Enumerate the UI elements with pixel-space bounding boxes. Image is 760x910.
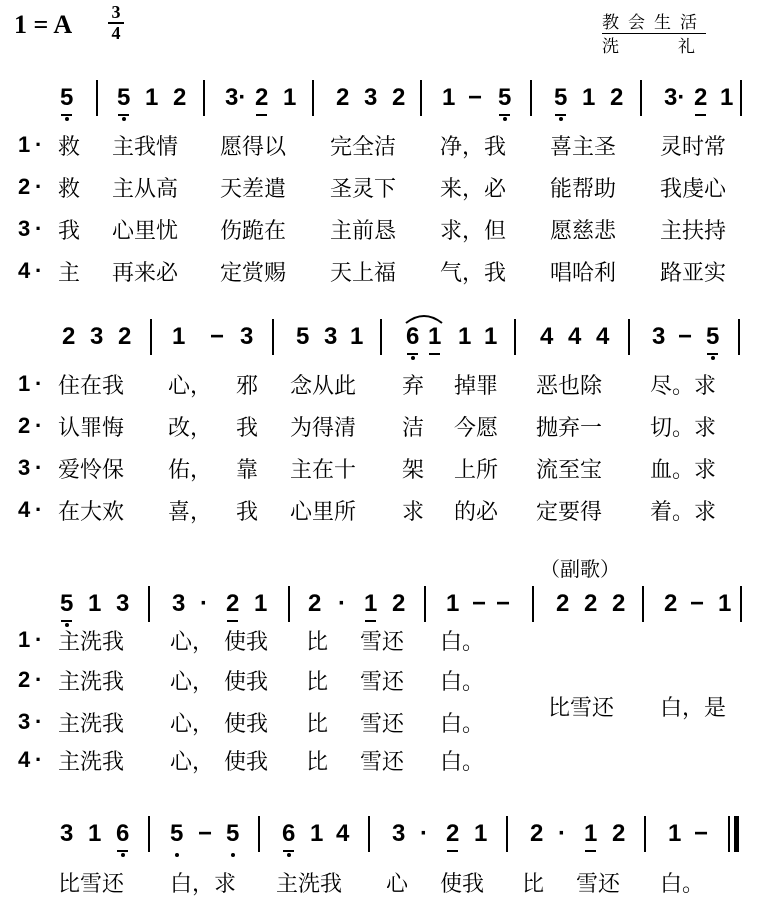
barline (644, 816, 646, 852)
note: 2 (255, 84, 268, 112)
lyric-segment: 来，必 (440, 177, 507, 202)
note: 1 (310, 820, 324, 847)
chorus-label: （副歌） (540, 557, 620, 581)
lyric-segment: 上所 (454, 458, 499, 483)
lyric-segment: 今愿 (454, 416, 499, 441)
note: 1 (720, 84, 734, 111)
note: 1 (350, 323, 364, 350)
note: − (496, 590, 511, 617)
lyrics-block-1 (0, 130, 760, 300)
note: 5 (170, 820, 183, 848)
note: 1 (364, 590, 377, 618)
note: − (198, 820, 213, 847)
lyric-segment: 心， (170, 750, 215, 775)
note: 1 (718, 590, 732, 617)
lyric-segment: 比 (306, 712, 329, 737)
verse-number: 2 (18, 413, 31, 438)
note: 3 (364, 84, 378, 111)
note: − (468, 84, 483, 111)
lyric-segment: 再来必 (112, 261, 179, 286)
note: 2 (118, 323, 132, 350)
note: 3· (225, 84, 247, 111)
barline (506, 816, 508, 852)
lyric-line: 3 · 爱怜保 佑， 靠 主在十 架 上所 流至宝 血。求 (18, 455, 717, 483)
note: 3 (90, 323, 104, 350)
lyric-segment: 唱哈利 (550, 261, 617, 286)
lyric-segment: 喜主圣 (550, 135, 617, 160)
notation-row-2 (0, 323, 760, 363)
lyric-segment: 心里所 (290, 500, 357, 525)
lyric-segment: 愿得以 (220, 135, 287, 160)
note: 5 (554, 84, 567, 112)
verse-number: 3 (18, 709, 31, 734)
lyric-segment: 主从高 (112, 177, 179, 202)
verse-number: 4 (18, 747, 31, 772)
lyric-segment: 比 (306, 750, 329, 775)
lyric-segment: 洁 (402, 416, 425, 441)
lyric-segment: 雪还 (360, 712, 405, 737)
lyric-segment: 灵时常 (660, 135, 727, 160)
lyric-segment: 认罪悔 (58, 416, 125, 441)
note: 1 (458, 323, 472, 350)
lyric-segment: 使我 (224, 630, 269, 655)
lyric-segment: 改， (168, 416, 213, 441)
lyric-segment: 愿慈悲 (550, 219, 617, 244)
lyric-segment: 求，但 (440, 219, 507, 244)
verse-number: 3 (18, 455, 31, 480)
note: 1 (474, 820, 488, 847)
note: 1 (446, 590, 460, 617)
lyric-segment: 我 (236, 500, 259, 525)
chorus-tail-line (548, 691, 748, 731)
note: 2 (530, 820, 544, 847)
lyrics-block-3 (0, 625, 760, 785)
barline (640, 80, 642, 116)
lyric-segment: 佑， (168, 458, 213, 483)
lyric-line: 1 · 主洗我 心， 使我 比 雪还 白。 (18, 627, 485, 655)
lyric-segment: 求 (402, 500, 425, 525)
subcategory-a: 洗 (602, 37, 628, 57)
note: 4 (540, 323, 554, 350)
lyric-segment: 主前恳 (330, 219, 397, 244)
lyric-segment: 救 (58, 177, 81, 202)
lyric-segment: 我 (58, 219, 81, 244)
note: 1 (428, 323, 441, 351)
note: 5 (498, 84, 511, 112)
note: 1 (584, 820, 597, 848)
note: 2 (556, 590, 570, 617)
note: 3 (652, 323, 666, 350)
note: 3 (240, 323, 254, 350)
lyric-segment: 定要得 (536, 500, 603, 525)
notation-row-1 (0, 84, 760, 124)
note: 2 (694, 84, 707, 112)
lyric-line: 4 · 主洗我 心， 使我 比 雪还 白。 (18, 747, 485, 775)
subcategory-label (602, 32, 704, 57)
note: 4 (568, 323, 582, 350)
barline (628, 319, 630, 355)
lyric-segment: 主我情 (112, 135, 179, 160)
barline (738, 319, 740, 355)
verse-number: 4 (18, 258, 31, 283)
lyric-segment: 主扶持 (660, 219, 727, 244)
lyric-segment: 白。 (660, 872, 705, 897)
lyric-segment: 定赏赐 (220, 261, 287, 286)
lyric-segment: 邪 (236, 374, 259, 399)
lyric-line: 2 · 认罪悔 改， 我 为得清 洁 今愿 抛弃一 切。求 (18, 413, 717, 441)
note: − (678, 323, 693, 350)
note: 2 (392, 84, 406, 111)
lyric-line: 4 · 在大欢 喜， 我 心里所 求 的必 定要得 着。求 (18, 497, 717, 525)
note: 2 (610, 84, 624, 111)
lyric-segment: 主洗我 (58, 630, 125, 655)
note: · (338, 590, 346, 617)
barline (258, 816, 260, 852)
note: 3· (664, 84, 686, 111)
verse-number: 3 (18, 216, 31, 241)
note: 6 (406, 323, 419, 351)
note: 1 (88, 590, 102, 617)
lyric-segment: 心 (386, 872, 409, 897)
lyric-segment: 切。求 (650, 416, 717, 441)
lyric-segment: 主洗我 (58, 712, 125, 737)
verse-number: 2 (18, 667, 31, 692)
note: 5 (226, 820, 239, 848)
lyric-segment: 住在我 (58, 374, 125, 399)
barline (288, 586, 290, 622)
barline (148, 586, 150, 622)
lyric-segment: 白，求 (170, 872, 237, 897)
lyric-segment: 弃 (402, 374, 425, 399)
note: 1 (88, 820, 102, 847)
lyric-segment: 使我 (224, 750, 269, 775)
lyric-segment: 雪还 (360, 750, 405, 775)
lyric-segment: 完全洁 (330, 135, 397, 160)
lyric-segment: 使我 (224, 712, 269, 737)
note: 2 (336, 84, 350, 111)
note: · (558, 820, 566, 847)
lyric-line: 3 · 我 心里忧 伤跪在 主前恳 求，但 愿慈悲 主扶持 (18, 216, 727, 244)
note: 5 (60, 84, 73, 112)
barline (368, 816, 370, 852)
category-label: 教会生活 (602, 8, 706, 34)
lyric-segment: 抛弃一 (536, 416, 603, 441)
note: 2 (392, 590, 406, 617)
lyric-segment: 比雪还 (548, 696, 615, 721)
lyric-segment: 比 (306, 630, 329, 655)
lyric-segment: 心， (170, 670, 215, 695)
note: 1 (172, 323, 186, 350)
barline (312, 80, 314, 116)
note: 2 (664, 590, 678, 617)
lyric-segment: 比 (522, 872, 545, 897)
note: 4 (336, 820, 350, 847)
barline (148, 816, 150, 852)
lyric-segment: 比 (306, 670, 329, 695)
notation-row-4 (0, 820, 760, 860)
lyric-segment: 天上福 (330, 261, 397, 286)
lyric-segment: 掉罪 (454, 374, 499, 399)
barline (96, 80, 98, 116)
lyric-line: 1 · 住在我 心， 邪 念从此 弃 掉罪 恶也除 尽。求 (18, 371, 717, 399)
lyric-segment: 雪还 (360, 670, 405, 695)
note: · (200, 590, 208, 617)
verse-number: 2 (18, 174, 31, 199)
note: 2 (226, 590, 239, 618)
lyric-segment: 白。 (440, 750, 485, 775)
lyric-segment: 着。求 (650, 500, 717, 525)
lyric-segment: 为得清 (290, 416, 357, 441)
note: 1 (582, 84, 596, 111)
lyric-segment: 白。 (440, 670, 485, 695)
lyric-line: 1 · 救 主我情 愿得以 完全洁 净，我 喜主圣 灵时常 (18, 132, 727, 160)
barline (272, 319, 274, 355)
lyric-line: 2 · 主洗我 心， 使我 比 雪还 白。 (18, 667, 485, 695)
lyric-segment: 白，是 (660, 696, 727, 721)
note: 1 (145, 84, 159, 111)
note: 5 (296, 323, 310, 350)
note: 3 (116, 590, 130, 617)
lyric-line: 3 · 主洗我 心， 使我 比 雪还 白。 (18, 709, 485, 737)
lyric-segment: 心里忧 (112, 219, 179, 244)
barline (150, 319, 152, 355)
note: 3 (324, 323, 338, 350)
note: − (690, 590, 705, 617)
note: 5 (117, 84, 130, 112)
barline (380, 319, 382, 355)
note: 3 (172, 590, 186, 617)
note: 2 (173, 84, 187, 111)
note: 3 (392, 820, 406, 847)
note: 1 (484, 323, 498, 350)
note: 2 (612, 590, 626, 617)
note: 4 (596, 323, 610, 350)
lyrics-block-4 (0, 867, 760, 907)
verse-number: 1 (18, 132, 31, 157)
lyric-line: 4 · 主 再来必 定赏赐 天上福 气，我 唱哈利 路亚实 (18, 258, 727, 286)
lyric-segment: 心， (170, 712, 215, 737)
note: 2 (612, 820, 626, 847)
lyrics-block-2 (0, 369, 760, 539)
final-barline (734, 816, 739, 852)
lyric-segment: 的必 (454, 500, 499, 525)
lyric-segment: 血。求 (650, 458, 717, 483)
lyric-segment: 使我 (440, 872, 485, 897)
lyric-segment: 靠 (236, 458, 259, 483)
barline (203, 80, 205, 116)
lyric-segment: 爱怜保 (58, 458, 125, 483)
barline (728, 816, 730, 852)
note: 2 (62, 323, 76, 350)
note: 1 (442, 84, 456, 111)
lyric-segment: 主在十 (290, 458, 357, 483)
note: · (420, 820, 428, 847)
note: 2 (584, 590, 598, 617)
lyric-segment: 心， (168, 374, 213, 399)
lyric-segment: 我 (236, 416, 259, 441)
lyric-segment: 白。 (440, 712, 485, 737)
time-signature-top: 3 (111, 2, 121, 22)
key-signature: 1 = A (14, 10, 73, 39)
lyric-segment: 净，我 (440, 135, 507, 160)
lyric-segment: 圣灵下 (330, 177, 397, 202)
lyric-segment: 救 (58, 135, 81, 160)
time-signature-bottom: 4 (111, 23, 121, 43)
note: 1 (283, 84, 297, 111)
lyric-segment: 路亚实 (660, 261, 727, 286)
lyric-segment: 天差遣 (220, 177, 287, 202)
lyric-segment: 尽。求 (650, 374, 717, 399)
note: − (210, 323, 225, 350)
verse-number: 1 (18, 627, 31, 652)
note: 6 (282, 820, 295, 848)
lyric-segment: 心， (170, 630, 215, 655)
lyric-segment: 雪还 (576, 872, 621, 897)
lyric-segment: 在大欢 (58, 500, 125, 525)
subcategory-b: 礼 (678, 37, 704, 57)
verse-number: 4 (18, 497, 31, 522)
note: 5 (706, 323, 719, 351)
lyric-segment: 主洗我 (58, 750, 125, 775)
lyric-segment: 念从此 (290, 374, 357, 399)
barline (642, 586, 644, 622)
lyric-segment: 气，我 (440, 261, 507, 286)
notation-row-3 (0, 590, 760, 630)
lyric-segment: 流至宝 (536, 458, 603, 483)
lyric-segment: 使我 (224, 670, 269, 695)
lyric-segment: 主洗我 (58, 670, 125, 695)
lyric-segment: 架 (402, 458, 425, 483)
lyric-segment: 比雪还 (58, 872, 125, 897)
lyric-segment: 主洗我 (276, 872, 343, 897)
lyric-segment: 恶也除 (536, 374, 603, 399)
note: 1 (254, 590, 268, 617)
note: 2 (446, 820, 459, 848)
barline (530, 80, 532, 116)
note: 5 (60, 590, 73, 618)
note: 3 (60, 820, 74, 847)
note: − (472, 590, 487, 617)
note: − (694, 820, 709, 847)
barline (740, 80, 742, 116)
barline (532, 586, 534, 622)
lyric-segment: 白。 (440, 630, 485, 655)
lyric-segment: 伤跪在 (220, 219, 287, 244)
barline (740, 586, 742, 622)
note: 6 (116, 820, 129, 848)
barline (420, 80, 422, 116)
lyric-segment: 雪还 (360, 630, 405, 655)
lyric-segment: 主 (58, 261, 81, 286)
note: 2 (308, 590, 322, 617)
note: 1 (668, 820, 682, 847)
barline (514, 319, 516, 355)
time-signature (106, 4, 126, 42)
barline (424, 586, 426, 622)
lyric-segment: 喜， (168, 500, 213, 525)
lyric-segment: 我虔心 (660, 177, 727, 202)
lyric-segment: 能帮助 (550, 177, 617, 202)
lyric-line: 2 · 救 主从高 天差遣 圣灵下 来，必 能帮助 我虔心 (18, 174, 727, 202)
verse-number: 1 (18, 371, 31, 396)
